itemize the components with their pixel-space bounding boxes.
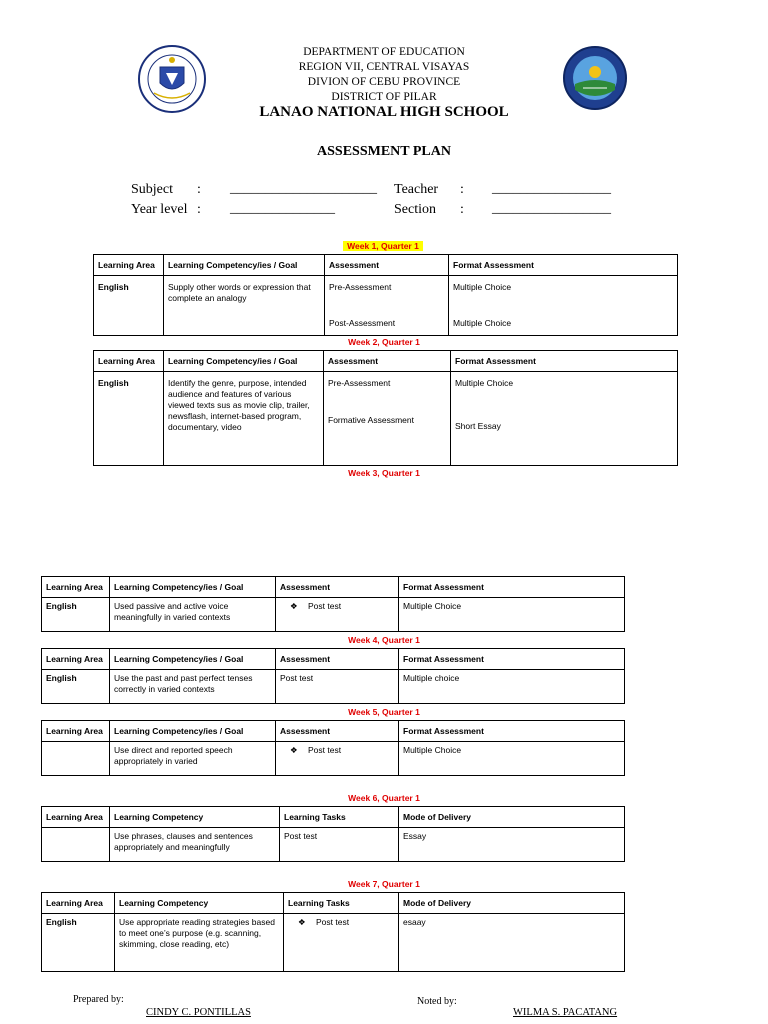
competency-cell: Use direct and reported speech appropriately in varied xyxy=(110,742,276,776)
table-row xyxy=(42,914,625,972)
year-level-field[interactable]: _______________ xyxy=(230,201,335,216)
colon: : xyxy=(460,202,464,217)
header-line: DIVION OF CEBU PROVINCE xyxy=(307,76,461,88)
learning-area-cell: English xyxy=(94,372,164,466)
table-header-row xyxy=(42,577,625,598)
learning-task-item: Post test xyxy=(316,917,350,927)
table-row xyxy=(94,372,678,466)
learning-tasks-cell xyxy=(284,914,399,972)
noted-by-name: WILMA S. PACATANG xyxy=(513,1007,618,1018)
competency-cell: Use the past and past perfect tenses correctly in varied contexts xyxy=(110,670,276,704)
assessment-item: Post test xyxy=(308,745,342,755)
learning-area-cell xyxy=(42,742,110,776)
prepared-by-label: Prepared by: xyxy=(73,994,124,1005)
year-level-label: Year level xyxy=(131,202,188,217)
competency-cell: Supply other words or expression that complete an analogy xyxy=(164,276,325,336)
assessment-cell xyxy=(325,276,449,336)
mode-of-delivery-cell: esaay xyxy=(399,914,625,972)
column-header: Learning Competency/ies / Goal xyxy=(110,721,276,742)
colon: : xyxy=(197,202,201,217)
column-header: Mode of Delivery xyxy=(399,893,625,914)
column-header: Format Assessment xyxy=(399,649,625,670)
week-label: Week 5, Quarter 1 xyxy=(348,707,420,717)
competency-cell: Use appropriate reading strategies based to meet one’s purpose (e.g. scanning, skimming, close reading, etc) xyxy=(115,914,284,972)
mode-of-delivery-cell: Essay xyxy=(399,828,625,862)
column-header: Assessment xyxy=(325,255,449,276)
column-header: Format Assessment xyxy=(399,577,625,598)
format-item: Short Essay xyxy=(455,421,501,431)
learning-area-cell: English xyxy=(94,276,164,336)
column-header: Learning Tasks xyxy=(280,807,399,828)
table-header-row xyxy=(94,351,678,372)
format-item: Multiple Choice xyxy=(453,282,512,292)
header-line: DEPARTMENT OF EDUCATION xyxy=(303,46,465,58)
week-5-table xyxy=(41,720,625,776)
column-header: Learning Competency/ies / Goal xyxy=(110,577,276,598)
column-header: Format Assessment xyxy=(451,351,678,372)
table-row xyxy=(42,598,625,632)
format-cell xyxy=(451,372,678,466)
assessment-item: Post test xyxy=(308,601,342,611)
competency-cell: Used passive and active voice meaningfully in varied contexts xyxy=(110,598,276,632)
week-1-table xyxy=(93,254,678,336)
column-header: Learning Competency/ies / Goal xyxy=(110,649,276,670)
agency-header xyxy=(0,45,768,105)
learning-tasks-cell: Post test xyxy=(280,828,399,862)
table-row xyxy=(42,742,625,776)
table-header-row xyxy=(42,721,625,742)
column-header: Learning Area xyxy=(42,649,110,670)
format-item: Multiple Choice xyxy=(455,378,514,388)
school-name: LANAO NATIONAL HIGH SCHOOL xyxy=(259,104,509,120)
table-row xyxy=(42,670,625,704)
column-header: Assessment xyxy=(324,351,451,372)
competency-cell: Identify the genre, purpose, intended audience and features of various viewed texts sus as movie clip, trailer, newsflash, internet-based program, documentary, video xyxy=(164,372,324,466)
learning-area-cell: English xyxy=(42,914,115,972)
section-label: Section xyxy=(394,202,436,217)
week-3-table xyxy=(41,576,625,632)
table-header-row xyxy=(42,649,625,670)
noted-by-label: Noted by: xyxy=(417,996,457,1007)
format-cell: Multiple Choice xyxy=(399,598,625,632)
subject-label: Subject xyxy=(131,182,173,197)
week-label: Week 4, Quarter 1 xyxy=(348,635,420,645)
learning-area-cell: English xyxy=(42,670,110,704)
column-header: Mode of Delivery xyxy=(399,807,625,828)
assessment-cell xyxy=(324,372,451,466)
column-header: Learning Area xyxy=(42,721,110,742)
assessment-item: Post-Assessment xyxy=(329,318,396,328)
week-label: Week 6, Quarter 1 xyxy=(348,793,420,803)
learning-area-cell xyxy=(42,828,110,862)
competency-cell: Use phrases, clauses and sentences appropriately and meaningfully xyxy=(110,828,280,862)
table-row xyxy=(42,828,625,862)
assessment-item: Pre-Assessment xyxy=(329,282,392,292)
column-header: Format Assessment xyxy=(449,255,678,276)
column-header: Assessment xyxy=(276,721,399,742)
column-header: Assessment xyxy=(276,577,399,598)
header-line: DISTRICT OF PILAR xyxy=(331,91,437,103)
column-header: Learning Area xyxy=(42,893,115,914)
format-cell: Multiple choice xyxy=(399,670,625,704)
column-header: Learning Tasks xyxy=(284,893,399,914)
column-header: Format Assessment xyxy=(399,721,625,742)
format-cell xyxy=(449,276,678,336)
colon: : xyxy=(460,182,464,197)
week-2-table xyxy=(93,350,678,466)
bullet-icon: ❖ xyxy=(298,917,306,927)
column-header: Learning Competency xyxy=(110,807,280,828)
table-row xyxy=(94,276,678,336)
column-header: Learning Competency/ies / Goal xyxy=(164,255,325,276)
teacher-field[interactable]: _________________ xyxy=(492,181,611,196)
table-header-row xyxy=(94,255,678,276)
column-header: Learning Competency xyxy=(115,893,284,914)
prepared-by-name: CINDY C. PONTILLAS xyxy=(146,1007,251,1018)
assessment-cell xyxy=(276,742,399,776)
format-cell: Multiple Choice xyxy=(399,742,625,776)
week-label: Week 7, Quarter 1 xyxy=(348,879,420,889)
learning-area-cell: English xyxy=(42,598,110,632)
page-title: ASSESSMENT PLAN xyxy=(317,144,451,159)
column-header: Learning Area xyxy=(42,807,110,828)
bullet-icon: ❖ xyxy=(290,601,298,611)
header-line: REGION VII, CENTRAL VISAYAS xyxy=(298,61,470,73)
week-label: Week 1, Quarter 1 xyxy=(343,241,423,251)
column-header: Assessment xyxy=(276,649,399,670)
column-header: Learning Area xyxy=(94,255,164,276)
subject-field[interactable]: _____________________ xyxy=(230,181,377,196)
bullet-icon: ❖ xyxy=(290,745,298,755)
teacher-label: Teacher xyxy=(394,182,439,197)
assessment-cell xyxy=(276,598,399,632)
table-header-row xyxy=(42,807,625,828)
week-label: Week 3, Quarter 1 xyxy=(348,468,420,478)
week-6-table xyxy=(41,806,625,862)
section-field[interactable]: _________________ xyxy=(492,201,611,216)
format-item: Multiple Choice xyxy=(453,318,512,328)
assessment-cell: Post test xyxy=(276,670,399,704)
assessment-item: Pre-Assessment xyxy=(328,378,391,388)
colon: : xyxy=(197,182,201,197)
week-label: Week 2, Quarter 1 xyxy=(348,337,420,347)
column-header: Learning Area xyxy=(42,577,110,598)
assessment-item: Formative Assessment xyxy=(328,415,414,425)
table-header-row xyxy=(42,893,625,914)
column-header: Learning Area xyxy=(94,351,164,372)
week-7-table xyxy=(41,892,625,972)
week-4-table xyxy=(41,648,625,704)
column-header: Learning Competency/ies / Goal xyxy=(164,351,324,372)
